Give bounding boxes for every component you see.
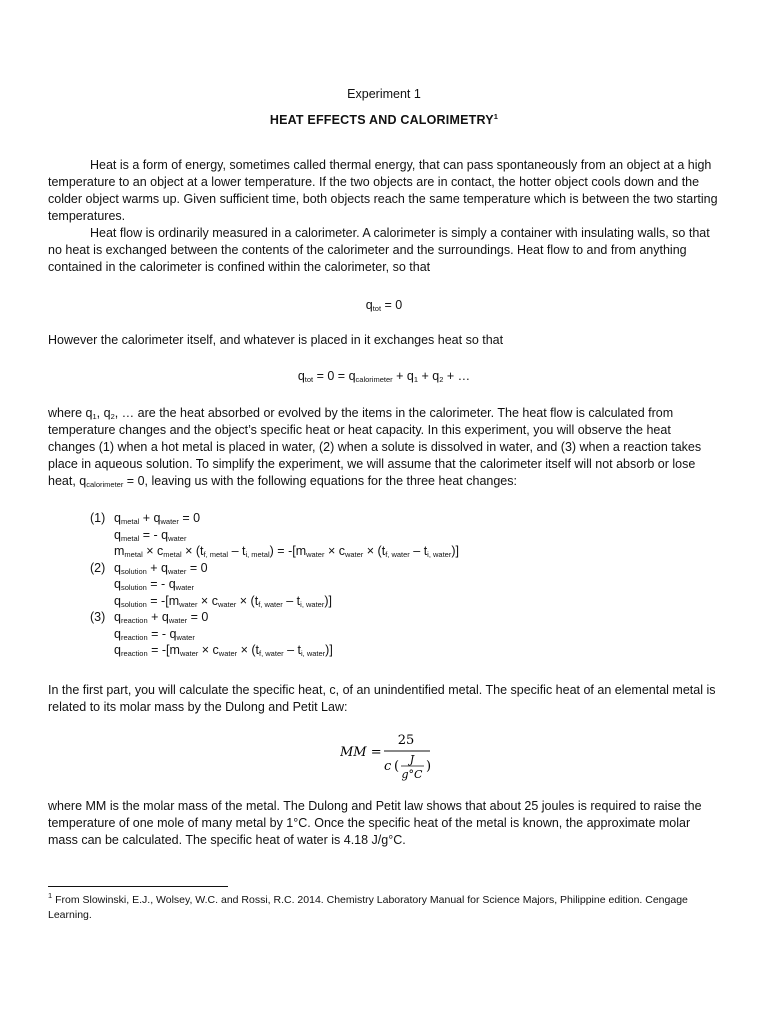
conclusion-paragraph: where MM is the molar mass of the metal. The Dulong and Petit law shows that about 25 joules is required to raise the temperature of one mole of many metal by 1°C. Once the specific heat of the metal is known, the approximate molar mass can be calculated. The specific heat of water is 4.18 J/g°C. [48,799,702,847]
equation-text: = -[m [147,643,180,657]
equation-body [114,510,200,527]
equation-subscript: metal [124,550,143,559]
heat-change-equations [90,510,650,659]
equation-text: = -[m [146,593,180,608]
equation-number [90,576,114,593]
equation-number [90,642,114,659]
equation-2-line2 [90,576,650,593]
equation-subscript: water [217,599,237,609]
equation-text: = 0 [178,511,201,525]
equation-subscript: f, water [385,550,410,559]
intro-section [48,157,720,276]
equation-3-line3 [90,642,650,659]
explain-text-2: , q [96,406,111,420]
equation-text: + q [147,610,169,624]
equation-subscript: reaction [120,616,148,625]
equation-text: – t [283,643,301,657]
eq2-tail: + … [443,369,471,383]
footnote-divider [48,886,228,887]
formula-c: c [384,759,392,774]
equation-qtot-sum [0,369,768,383]
equation-2-line1 [90,560,650,577]
dulong-intro-paragraph: In the first part, you will calculate the specific heat, c, of an unindentified metal. The specific heat of an elemental metal is related to its molar mass by the Dulong and Petit Law: [48,683,716,714]
equation-text: – t [282,593,301,608]
equation-body [114,626,195,643]
explain-sub-1: 1 [92,412,97,421]
explain-sub-3: calorimeter [86,480,124,489]
equation-text: q [114,527,121,542]
equation-3-line2 [90,626,650,643]
equation-subscript: water [175,583,194,592]
equation-text: + q [139,511,161,525]
experiment-label: Experiment 1 [347,87,421,101]
equation-text: × c [142,544,164,558]
equation-subscript: water [168,533,187,543]
eq2-sub2: 2 [439,375,444,384]
eq1-rhs: = 0 [381,298,403,312]
equation-text: )] [324,593,332,608]
eq1-sub: tot [372,304,382,313]
equation-body [114,576,194,593]
explanation-paragraph [48,405,720,490]
equation-1-line3 [90,543,650,560]
equation-subscript: water [344,550,364,559]
equation-number: (1) [90,511,106,525]
equation-number [90,593,114,610]
equation-subscript: solution [120,599,147,609]
equation-text: )] [451,544,459,558]
equation-subscript: i, water [427,550,452,559]
equation-subscript: i, water [300,649,326,658]
equation-text: = 0 [187,610,209,624]
eq2-plus2: + q [418,369,440,383]
formula-open-paren: ( [394,759,400,774]
equation-text: ) = -[m [269,544,307,558]
equation-text: – t [409,544,428,558]
equation-number [90,527,114,544]
explain-text-1: where q [48,406,93,420]
equation-1-line2 [90,527,650,544]
equation-body [114,543,459,560]
equation-text: m [114,544,125,558]
eq2-sub-tot: tot [304,375,314,384]
equation-body [114,560,208,577]
equation-text: × c [198,643,219,657]
equation-subscript: f, water [259,649,284,658]
equation-text: × c [197,593,218,608]
mid-text: However the calorimeter itself, and whatever is placed in it exchanges heat so that [48,333,504,347]
equation-text: q [114,593,121,608]
equation-number: (3) [90,610,106,624]
equation-1-line1 [90,510,650,527]
equation-subscript: reaction [120,649,148,658]
equation-3-line1 [90,609,650,626]
equation-subscript: water [168,616,188,625]
equation-number [90,543,114,560]
equation-subscript: solution [120,583,147,592]
equation-text: q [114,610,121,624]
equation-2-line3 [90,593,650,610]
equation-body [114,593,332,610]
equation-subscript: water [168,566,187,576]
eq2-plus1: + q [392,369,414,383]
equation-number [90,626,114,643]
explain-sub-2: 2 [110,412,115,421]
equation-text: × (t [363,544,386,558]
dulong-petit-formula [340,728,440,782]
equation-subscript: i, water [300,599,325,609]
formula-inner-denominator: g°C [401,768,423,781]
footnote-text: From Slowinski, E.J., Wolsey, W.C. and Rossi, R.C. 2014. Chemistry Laboratory Manual for Science Majors, Philippine edition. Cengage Learning. [48,894,688,921]
equation-body [114,642,333,659]
equation-text: q [114,511,121,525]
eq2-q: q [297,369,305,383]
footnote-mark: 1 [48,891,53,900]
equation-text: = - q [139,527,169,542]
equation-subscript: water [160,517,179,526]
eq1-q: q [365,298,373,312]
equation-subscript: water [176,632,195,642]
equation-subscript: water [306,550,325,559]
equation-number: (2) [90,560,106,575]
equation-text: q [114,643,121,657]
formula-close-paren: ) [426,759,432,774]
equation-subscript: metal [163,550,182,559]
equation-subscript: f, water [258,599,283,609]
equation-text: + q [146,560,169,575]
equation-subscript: solution [120,566,147,576]
equation-text: )] [325,643,333,657]
eq2-sub-cal: calorimeter [355,375,393,384]
equation-text: × c [324,544,345,558]
equation-text: = - q [147,626,177,641]
equation-text: – t [228,544,246,558]
equation-subscript: water [179,599,198,609]
equation-subscript: i, metal [245,550,270,559]
equation-text: × (t [181,544,204,558]
equation-subscript: f, metal [203,550,229,559]
equation-text: × (t [236,593,259,608]
formula-inner-numerator: J [409,753,415,766]
equation-subscript: water [218,649,238,658]
explain-text-3: , … are the heat absorbed or evolved by the items in the calorimeter. The heat flow is calculated from temperature changes and the object’s specific heat or heat capacity. In this experiment, you will observe the heat changes (1) when a hot metal is placed in water, (2) when a solute is dissolved in water, and (3) when a reaction takes place in aqueous solution. To simplify the experiment, we will assume that the calorimeter itself will not absorb or lose heat, q [48,406,702,488]
equation-text: q [114,577,121,591]
equation-text: = 0 [186,560,208,575]
intro-paragraph-2: Heat flow is ordinarily measured in a calorimeter. A calorimeter is simply a container with insulating walls, so that no heat is exchanged between the contents of the calorimeter and the surroundings. Heat flow to and from anything contained in the calorimeter is confined within the calorimeter, so that [48,226,710,274]
equation-text: = - q [146,577,176,591]
eq2-sub1: 1 [413,375,419,384]
equation-subscript: reaction [120,632,148,642]
equation-text: q [114,626,121,641]
formula-lhs: MM = [340,745,382,760]
equation-subscript: water [179,649,199,658]
title-footnote-mark: 1 [493,112,499,121]
document-title-text: HEAT EFFECTS AND CALORIMETRY [269,113,494,127]
equation-subscript: metal [120,533,140,543]
footnote [48,893,728,923]
equation-body [114,527,186,544]
explain-text-4: = 0, leaving us with the following equations for the three heat changes: [123,474,517,488]
equation-qtot [0,298,768,312]
formula-numerator: 25 [397,733,415,748]
equation-subscript: metal [120,517,140,526]
intro-paragraph-1: Heat is a form of energy, sometimes called thermal energy, that can pass spontaneously from an object at a high temperature to an object at a lower temperature. If the two objects are in contact, the hotter object cools down and the colder object warms up. Given sufficient time, both objects reach the same temperature which is between the two starting temperatures. [48,158,718,223]
equation-text: q [114,560,121,575]
eq2-mid: = 0 = q [313,369,356,383]
equation-text: × (t [237,643,260,657]
document-title [0,113,768,127]
equation-body [114,609,208,626]
